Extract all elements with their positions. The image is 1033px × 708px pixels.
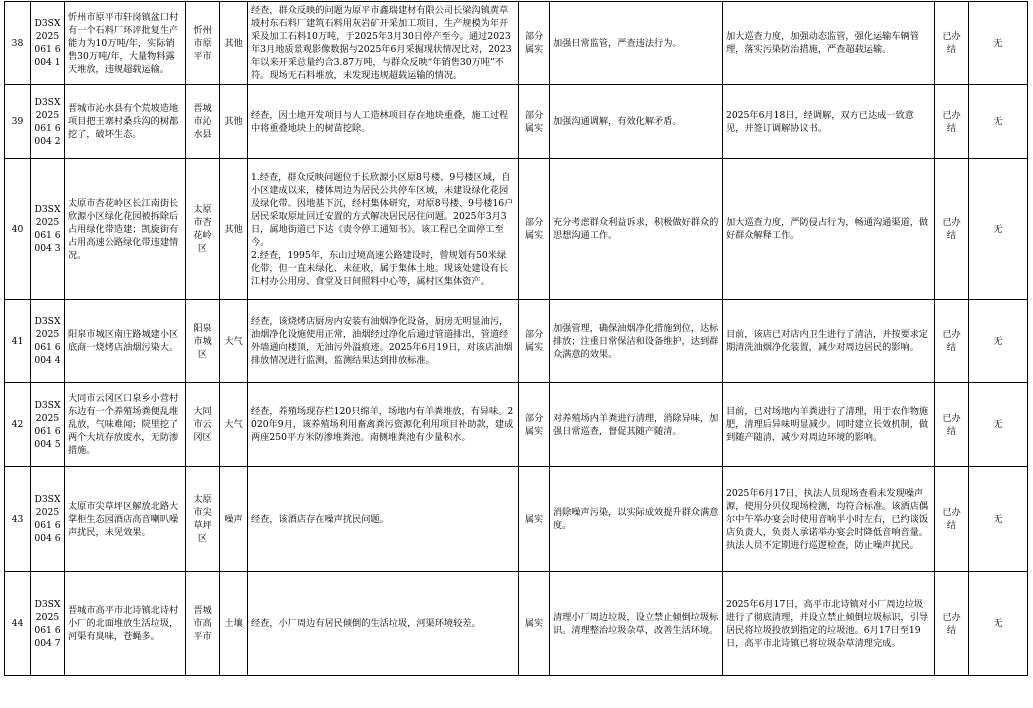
pollution-type: 其他 — [220, 2, 248, 85]
complaint-code: D3SX2025061 6004 2 — [31, 85, 65, 159]
row-index: 42 — [5, 383, 31, 467]
pollution-type: 噪声 — [220, 467, 248, 572]
verdict-cell: 属实 — [519, 467, 550, 572]
rectification-progress: 2025年6月17日，执法人员现场查看未发现噪声源，使用分贝仪现场检测，均符合标准。该酒店偶尔中午举办宴会时使用音响半小时左右，已约谈饭店负责人，负责人承诺举办宴会时降低音响音量。执法人员不定期进行巡逻检查，防止噪声扰民。 — [723, 467, 935, 572]
rectification-measures: 清理小厂周边垃圾，设立禁止倾倒垃圾标识。清理整治垃圾杂草，改善生活环境。 — [550, 572, 723, 676]
accountability-cell: 无 — [969, 85, 1028, 159]
region-cell: 忻州市原平市 — [186, 2, 220, 85]
status-cell: 已办结 — [935, 383, 969, 467]
complaint-code: D3SX2025061 6004 1 — [31, 2, 65, 85]
rectification-measures: 充分考虑群众利益诉求，积极做好群众的思想沟通工作。 — [550, 159, 723, 300]
pollution-type: 大气 — [220, 300, 248, 383]
rectification-progress: 2025年6月18日，经调解，双方已达成一致意见，并签订调解协议书。 — [723, 85, 935, 159]
region-cell: 太原市杏花岭区 — [186, 159, 220, 300]
status-cell: 已办结 — [935, 572, 969, 676]
rectification-measures: 加强沟通调解，有效化解矛盾。 — [550, 85, 723, 159]
complaint-table — [4, 1, 1028, 676]
rectification-measures: 加强管理，确保油烟净化措施到位，达标排放；注重日常保洁和设备维护，达到群众满意的效果。 — [550, 300, 723, 383]
region-cell: 大同市云冈区 — [186, 383, 220, 467]
complaint-code: D3SX2025061 6004 3 — [31, 159, 65, 300]
row-index: 40 — [5, 159, 31, 300]
verdict-cell: 属实 — [519, 572, 550, 676]
accountability-cell: 无 — [969, 2, 1028, 85]
accountability-cell: 无 — [969, 572, 1028, 676]
complaint-code: D3SX2025061 6004 5 — [31, 383, 65, 467]
verdict-cell: 部分属实 — [519, 300, 550, 383]
table-row — [5, 467, 1028, 572]
status-cell: 已办结 — [935, 85, 969, 159]
complaint-code: D3SX2025061 6004 7 — [31, 572, 65, 676]
region-cell: 太原市尖草坪区 — [186, 467, 220, 572]
table-row — [5, 572, 1028, 676]
investigation-findings: 经查，该烧烤店厨房内安装有油烟净化设备，厨房无明显油污，油烟净化设施使用正常，油烟经过净化后通过管道排出，管道经外墙通向楼顶，无油污外溢痕迹。2025年6月19日，对该店油烟排放情况进行监测，监测结果达到排放标准。 — [248, 300, 519, 383]
complaint-code: D3SX2025061 6004 6 — [31, 467, 65, 572]
verdict-cell: 部分属实 — [519, 159, 550, 300]
region-cell: 晋城市高平市 — [186, 572, 220, 676]
issue-description: 大同市云冈区口泉乡小营村东边有一个养殖场粪便乱堆乱放，气味难闻；院里挖了两个大坑存放废水，无防渗措施。 — [65, 383, 186, 467]
issue-description: 太原市尖草坪区解放北路大掌柜生态园酒店高音喇叭噪声扰民，未见效果。 — [65, 467, 186, 572]
accountability-cell: 无 — [969, 159, 1028, 300]
accountability-cell: 无 — [969, 467, 1028, 572]
issue-description: 晋城市高平市北诗镇北诗村小厂的北面堆放生活垃圾，河渠有臭味，苍蝇多。 — [65, 572, 186, 676]
status-cell: 已办结 — [935, 2, 969, 85]
rectification-measures: 对养殖场内羊粪进行清理，消除异味，加强日常巡查，督促其随产随清。 — [550, 383, 723, 467]
investigation-findings: 经查，群众反映的问题为原平市鑫瑞建材有限公司长梁沟镇黄草坡村东石料厂建筑石料用灰岩矿开采加工项目，生产规模为年开采及加工石料10万吨，于2025年3月30日停产至今。通过2023年3月地质景观影像数据与2025年6月采掘现状情况比对，2023年以来开采总量约合3.87万吨，与群众反映“年销售30万吨”不符。现场无石料堆放，未发现违规超载运输的情况。 — [248, 2, 519, 85]
pollution-type: 其他 — [220, 85, 248, 159]
pollution-type: 土壤 — [220, 572, 248, 676]
rectification-progress: 目前，已对场地内羊粪进行了清理，用于农作物施肥，清理后异味明显减少。同时建立长效机制，做到随产随清，减少对周边环境的影响。 — [723, 383, 935, 467]
issue-description: 阳泉市城区南庄路城建小区底商一烧烤店油烟污染大。 — [65, 300, 186, 383]
row-index: 39 — [5, 85, 31, 159]
row-index: 41 — [5, 300, 31, 383]
region-cell: 晋城市沁水县 — [186, 85, 220, 159]
verdict-cell: 部分属实 — [519, 2, 550, 85]
table-row — [5, 300, 1028, 383]
status-cell: 已办结 — [935, 467, 969, 572]
issue-description: 晋城市沁水县有个荒坡造地项目把王寨村桑兵沟的树都挖了，破坏生态。 — [65, 85, 186, 159]
issue-description: 忻州市原平市轩岗镇盆口村有一个石料厂环评批复生产能力为10万吨/年，实际销售30万吨/年，大量物料露天堆放，违规超载运输。 — [65, 2, 186, 85]
investigation-findings: 1.经查，群众反映问题位于长欣源小区原8号楼、9号楼区域，自小区建成以来，楼体周边为居民公共停车区域，未建设绿化花园及绿化带。因地基下沉，经村集体研究，对原8号楼、9号楼16户居民采取原址回迁安置的方式解决居民居住问题。2025年3月3日，属地街道已下达《责令停工通知书》。该工程已全面停工至今。 2.经查，1995年，东山过境高速公路建设时，曾规划有50米绿化带，但一直未绿化、未征收，属于集体土地。现该处建设有长江村办公用房、食堂及日间照料中心等，属村区集体资产。 — [248, 159, 519, 300]
accountability-cell: 无 — [969, 300, 1028, 383]
row-index: 44 — [5, 572, 31, 676]
verdict-cell: 部分属实 — [519, 383, 550, 467]
accountability-cell: 无 — [969, 383, 1028, 467]
complaint-code: D3SX2025061 6004 4 — [31, 300, 65, 383]
rectification-progress: 2025年6月17日，高平市北诗镇对小厂周边垃圾进行了彻底清理，并设立禁止倾倒垃圾标识，引导居民将垃圾投放到指定的垃圾池。6月17日至19日，高平市北诗镇已将垃圾杂草清理完成。 — [723, 572, 935, 676]
pollution-type: 大气 — [220, 383, 248, 467]
status-cell: 已办结 — [935, 300, 969, 383]
issue-description: 太原市杏花岭区长江南街长欣源小区绿化花园被拆除后占用绿化带造建；凯旋街有占用高速公路绿化带违建情况。 — [65, 159, 186, 300]
status-cell: 已办结 — [935, 159, 969, 300]
rectification-progress: 加大巡查力度，加强动态监管，强化运输车辆管理，落实污染防治措施，严查超载运输。 — [723, 2, 935, 85]
table-row — [5, 2, 1028, 85]
row-index: 43 — [5, 467, 31, 572]
table-row — [5, 159, 1028, 300]
investigation-findings: 经查，养殖场现存栏120只绵羊，场地内有羊粪堆放，有异味。2020年9月，该养殖场利用畜禽粪污资源化利用项目补助款，建成两座250平方米防渗堆粪池。南侧堆粪池有少量积水。 — [248, 383, 519, 467]
table-row — [5, 383, 1028, 467]
row-index: 38 — [5, 2, 31, 85]
rectification-progress: 加大巡查力度，严防侵占行为，畅通沟通渠道，做好群众解释工作。 — [723, 159, 935, 300]
investigation-findings: 经查，小厂周边有居民倾倒的生活垃圾，河渠环境较差。 — [248, 572, 519, 676]
pollution-type: 其他 — [220, 159, 248, 300]
rectification-measures: 消除噪声污染，以实际成效提升群众满意度。 — [550, 467, 723, 572]
region-cell: 阳泉市城区 — [186, 300, 220, 383]
verdict-cell: 部分属实 — [519, 85, 550, 159]
rectification-measures: 加强日常监管，严查违法行为。 — [550, 2, 723, 85]
investigation-findings: 经查，因土地开发项目与人工造林项目存在地块重叠，施工过程中将重叠地块上的树苗挖除。 — [248, 85, 519, 159]
rectification-progress: 目前，该店已对店内卫生进行了清洁，并按要求定期清洗油烟净化装置，减少对周边居民的影响。 — [723, 300, 935, 383]
table-row — [5, 85, 1028, 159]
investigation-findings: 经查，该酒店存在噪声扰民问题。 — [248, 467, 519, 572]
